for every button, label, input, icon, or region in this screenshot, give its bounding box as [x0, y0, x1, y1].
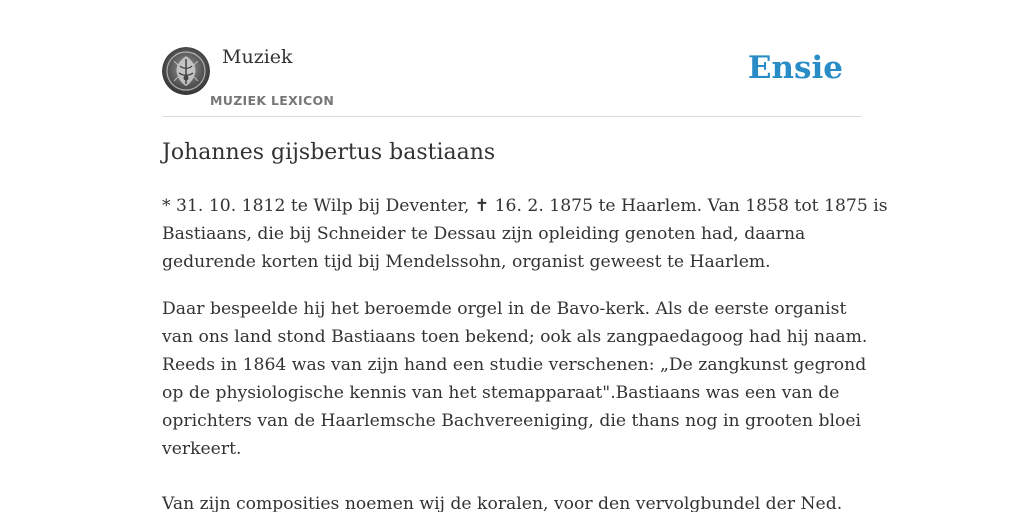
- category-name[interactable]: Muziek: [222, 46, 293, 68]
- article-title: Johannes gijsbertus bastiaans: [162, 140, 496, 165]
- music-emblem-icon: [162, 47, 210, 95]
- article-paragraph: [162, 295, 868, 463]
- paragraph-line: verkeert.: [162, 439, 242, 459]
- paragraph-line: Daar bespeelde hij het beroemde orgel in de Bavo-kerk. Als de eerste organist: [162, 299, 847, 319]
- paragraph-line: van ons land stond Bastiaans toen bekend; ook als zangpaedagoog had hij naam.: [162, 327, 868, 347]
- paragraph-line: Reeds in 1864 was van zijn hand een studie verschenen: „De zangkunst gegrond: [162, 355, 867, 375]
- brand-logo[interactable]: Ensie: [747, 50, 843, 86]
- paragraph-line: gedurende korten tijd bij Mendelssohn, organist geweest te Haarlem.: [162, 252, 771, 272]
- header: [162, 0, 862, 117]
- page: [162, 0, 888, 512]
- paragraph-line: Bastiaans, die bij Schneider te Dessau zijn opleiding genoten had, daarna: [162, 224, 806, 244]
- paragraph-line: op de physiologische kennis van het stemapparaat".Bastiaans was een van de: [162, 383, 840, 403]
- article-paragraph: [162, 490, 862, 512]
- paragraph-line: * 31. 10. 1812 te Wilp bij Deventer, ✝ 16. 2. 1875 te Haarlem. Van 1858 tot 1875 is: [162, 196, 888, 216]
- article-paragraph: [162, 192, 888, 276]
- paragraph-line: oprichters van de Haarlemsche Bachvereeniging, die thans nog in grooten bloei: [162, 411, 862, 431]
- category-avatar[interactable]: [162, 47, 210, 95]
- paragraph-line: Van zijn composities noemen wij de koralen, voor den vervolgbundel der Ned.: [162, 494, 843, 512]
- category-subtitle: MUZIEK LEXICON: [210, 93, 335, 108]
